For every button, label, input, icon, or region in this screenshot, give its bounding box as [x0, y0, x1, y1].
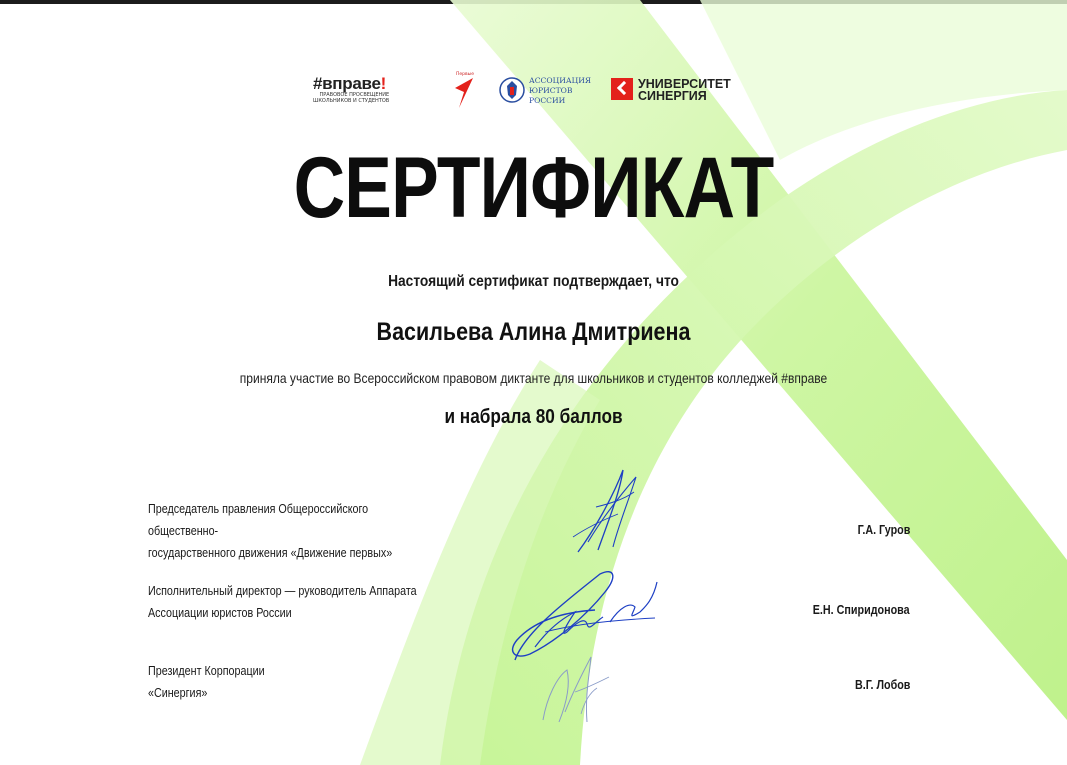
signature-gurov [568, 462, 648, 557]
pervye-logo [453, 70, 477, 110]
alr-label: АССОЦИАЦИЯ ЮРИСТОВ РОССИИ [529, 76, 591, 105]
participation-description: приняла участие во Всероссийском правовом диктанте для школьников и студентов колледжей #вправе [239, 370, 828, 386]
vprave-logo [313, 76, 389, 104]
alr-emblem-icon [499, 75, 525, 105]
certificate-title: СЕРТИФИКАТ [293, 140, 774, 236]
signatory-role-1: Председатель правления Общероссийского общественно- государственного движения «Движение первых» [148, 502, 393, 560]
vprave-exclaim: ! [380, 74, 386, 93]
score-text: и набрала 80 баллов [444, 406, 623, 428]
alr-logo [499, 75, 591, 109]
signatory-name-2: Е.Н. Спиридонова [813, 603, 910, 617]
recipient-name: Васильева Алина Дмитриена [376, 318, 691, 346]
synergy-label: УНИВЕРСИТЕТ СИНЕРГИЯ [638, 77, 731, 103]
vprave-brand-text: #вправе [313, 74, 381, 93]
partner-logos [0, 70, 1067, 114]
signature-lobov [535, 652, 615, 727]
intro-text: Настоящий сертификат подтверждает, что [388, 273, 679, 290]
vprave-subtitle: ПРАВОВОЕ ПРОСВЕЩЕНИЕ ШКОЛЬНИКОВ И СТУДЕНТОВ [313, 92, 390, 104]
signatory-name-1: Г.А. Гуров [857, 523, 910, 537]
synergy-mark-icon [611, 78, 633, 100]
signatory-role-2: Исполнительный директор — руководитель Аппарата Ассоциации юристов России [148, 584, 417, 620]
signatory-role-3: Президент Корпорации «Синергия» [148, 664, 265, 700]
pervye-label: Первые [456, 72, 474, 77]
signatory-name-3: В.Г. Лобов [854, 678, 910, 692]
